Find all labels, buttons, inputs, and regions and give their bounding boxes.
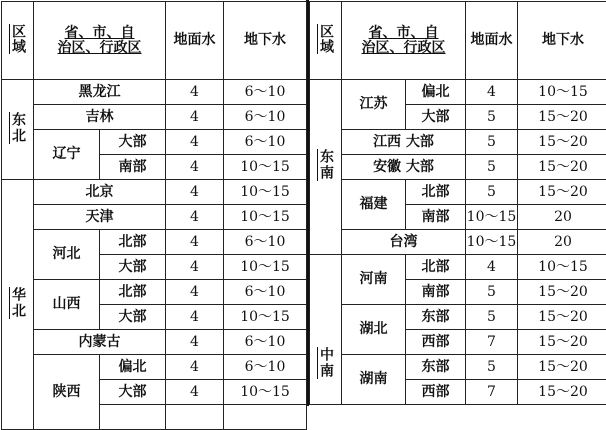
province-header: 省、市、自 治区、行政区 [34,2,166,80]
surface-value: 5 [466,355,518,380]
surface-value: 4 [166,105,224,130]
table-row [2,205,307,230]
province-name: 湖北 [342,305,406,355]
province-name: 吉林 [34,105,166,130]
surface-value: 4 [166,205,224,230]
surface-value: 4 [166,180,224,205]
ground-value: 15～20 [518,330,606,355]
ground-value: 6～10 [224,355,307,380]
province-name: 黑龙江 [34,80,166,105]
province-name: 河北 [34,230,100,280]
subregion-name: 大部 [100,255,166,280]
surface-value: 5 [466,305,518,330]
table-row [310,180,606,205]
table-row [2,230,307,255]
ground-value: 15～20 [518,380,606,405]
province-name: 天津 [34,205,166,230]
header-row [310,2,606,80]
table-row [2,355,307,380]
surface-value: 10～15 [466,205,518,230]
ground-value: 15～20 [518,305,606,330]
province-name: 台湾 [342,230,466,255]
left-water-table [1,1,307,430]
surface-value: 5 [466,280,518,305]
ground-value: 6～10 [224,330,307,355]
surface-value: 5 [466,155,518,180]
subregion-name: 东部 [406,305,466,330]
surface-value: 4 [166,330,224,355]
province-name: 湖南 [342,355,406,405]
ground-value: 15～20 [518,130,606,155]
subregion-name: 南部 [406,280,466,305]
ground-value: 6～10 [224,280,307,305]
ground-value: 20 [518,205,606,230]
surface-value: 4 [466,255,518,280]
subregion-name: 西部 [406,330,466,355]
table-row [310,255,606,280]
ground-value: 10～15 [224,380,307,405]
province-name: 辽宁 [34,130,100,180]
surface-value: 4 [166,130,224,155]
surface-value: 4 [466,80,518,105]
ground-value: 15～20 [518,155,606,180]
ground-value: 10～15 [518,255,606,280]
surface-value: 5 [466,105,518,130]
subregion-name: 大部 [406,105,466,130]
surface-value: 4 [166,380,224,405]
ground-value: 10～15 [224,155,307,180]
surface-header: 地面水 [466,2,518,80]
table-row [2,180,307,205]
table-row [2,130,307,155]
ground-value: 10～15 [224,180,307,205]
ground-value: 6～10 [224,230,307,255]
surface-value: 4 [166,155,224,180]
province-name: 山西 [34,280,100,330]
subregion-name: 大部 [100,380,166,405]
subregion-name: 南部 [406,205,466,230]
province-name: 福建 [342,180,406,230]
subregion-name: 大部 [100,130,166,155]
table-row [310,130,606,155]
table-row [310,305,606,330]
cut-off-cell [224,405,307,430]
ground-header: 地下水 [224,2,307,80]
surface-value: 4 [166,280,224,305]
surface-value: 10～15 [466,230,518,255]
surface-value: 4 [166,230,224,255]
ground-value: 15～20 [518,105,606,130]
ground-value: 10～15 [224,305,307,330]
region-north: 华北 [2,180,34,430]
subregion-name: 北部 [406,255,466,280]
table-row [2,80,307,105]
ground-value: 6～10 [224,130,307,155]
ground-header: 地下水 [518,2,606,80]
table-row [310,355,606,380]
subregion-name: 东部 [406,355,466,380]
province-name: 北京 [34,180,166,205]
table-row [310,80,606,105]
table-row [310,155,606,180]
province-name: 江苏 [342,80,406,130]
surface-value: 5 [466,180,518,205]
subregion-name: 北部 [100,280,166,305]
subregion-name: 北部 [100,230,166,255]
table-row [2,105,307,130]
subregion-name: 偏北 [406,80,466,105]
ground-value: 6～10 [224,80,307,105]
ground-value: 20 [518,230,606,255]
surface-value: 4 [166,80,224,105]
surface-header: 地面水 [166,2,224,80]
surface-value: 5 [466,130,518,155]
region-header: 区域 [2,2,34,80]
subregion-name: 大部 [100,305,166,330]
surface-value: 7 [466,380,518,405]
region-southeast: 东南 [310,80,342,255]
table-row [310,230,606,255]
subregion-name: 西部 [406,380,466,405]
ground-value: 6～10 [224,105,307,130]
surface-value: 7 [466,330,518,355]
ground-value: 10～15 [224,255,307,280]
province-name: 安徽 大部 [342,155,466,180]
ground-value: 15～20 [518,280,606,305]
ground-value: 10～15 [518,80,606,105]
cut-off-cell [166,405,224,430]
surface-value: 4 [166,305,224,330]
ground-value: 15～20 [518,355,606,380]
header-row [2,2,307,80]
region-central-south: 中南 [310,255,342,405]
subregion-name: 偏北 [100,355,166,380]
subregion-name: 南部 [100,155,166,180]
province-header: 省、市、自 治区、行政区 [342,2,466,80]
right-water-table [309,1,606,405]
province-name: 河南 [342,255,406,305]
province-name: 内蒙古 [34,330,166,355]
province-name: 陕西 [34,355,100,430]
region-header: 区域 [310,2,342,80]
table-row [2,280,307,305]
surface-value: 4 [166,355,224,380]
ground-value: 10～15 [224,205,307,230]
table-row [2,330,307,355]
ground-value: 15～20 [518,180,606,205]
province-name: 江西 大部 [342,130,466,155]
cut-off-cell [100,405,166,430]
region-northeast: 东北 [2,80,34,180]
subregion-name: 北部 [406,180,466,205]
surface-value: 4 [166,255,224,280]
